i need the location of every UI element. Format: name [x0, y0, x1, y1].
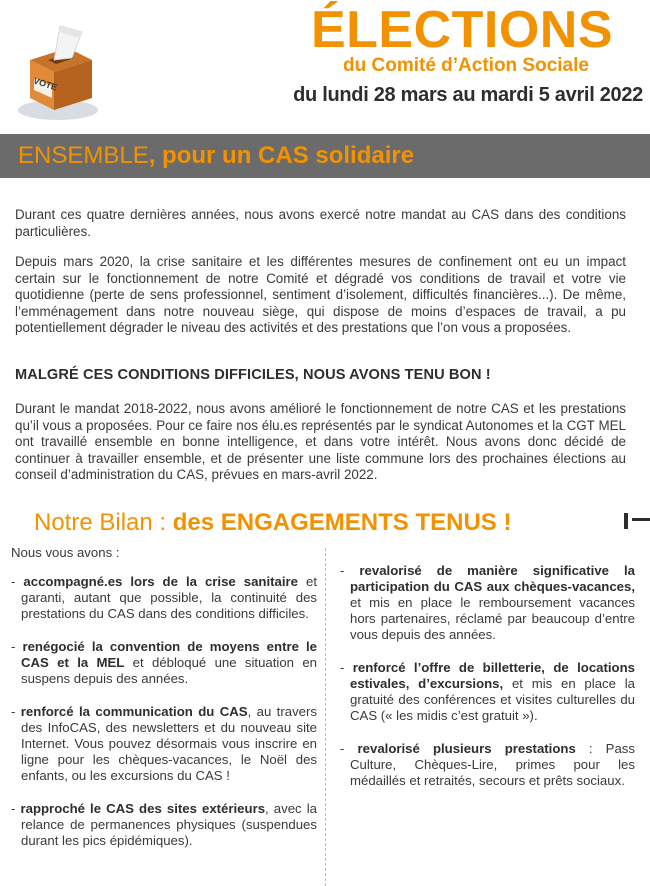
bilan-decoration	[624, 513, 628, 529]
bilan-title	[34, 508, 511, 538]
banner-title-part1: ENSEMBLE	[18, 142, 149, 169]
list-item-text: : Pass Culture, Chèques-Lire, primes pour les médaillés et retraités, secours et prêts sociaux.	[350, 741, 635, 788]
list-item-bold: accompagné.es lors de la crise sanitaire	[23, 574, 298, 589]
page-subtitle: du Comité d’Action Sociale	[343, 55, 589, 76]
list-item: - renforcé l’offre de billetterie, de locations estivales, d’excursions, et mis en place la gratuité des conférences et visites culturelles du CAS (« les midis c’est gratuit »).	[340, 660, 635, 723]
page-title: ÉLECTIONS	[310, 1, 614, 59]
left-column	[11, 545, 317, 866]
list-item-bold: revalorisé plusieurs prestations	[357, 741, 576, 756]
list-item: - rapproché le CAS des sites extérieurs, avec la relance de permanences physiques (suspendues durant les pics épidémiques).	[11, 801, 317, 848]
list-item: - renforcé la communication du CAS, au travers des InfoCAS, des newsletters et du nouveau site Internet. Vous pouvez désormais vous inscrire en ligne pour les chèques-vacances, le Noël des enfants, ou les excursions du CAS !	[11, 704, 317, 783]
bilan-rule	[632, 518, 650, 521]
bilan-title-part2: des ENGAGEMENTS TENUS !	[172, 509, 512, 536]
list-item: - revalorisé plusieurs prestations : Pass Culture, Chèques-Lire, primes pour les médaillés et retraités, secours et prêts sociaux.	[340, 741, 635, 788]
list-item-bold: renforcé la communication du CAS	[20, 704, 248, 719]
right-column	[340, 563, 635, 806]
banner-title-part2: , pour un CAS solidaire	[148, 142, 415, 169]
left-column-intro: Nous vous avons :	[11, 545, 120, 560]
list-item-bold: renégocié la convention de moyens entre le CAS et la MEL	[21, 639, 317, 670]
list-item-text: et mis en place le remboursement vacances hors partenaires, réclamé par beaucoup d’entre vous depuis des années.	[350, 595, 635, 642]
list-item-text: et mis en place la gratuité des conférences et visites culturelles du CAS (« les midis c’est gratuit »).	[350, 676, 635, 723]
list-item-text: et débloqué une situation en suspens depuis des années.	[21, 655, 317, 686]
column-divider	[325, 548, 326, 886]
list-item-text: , avec la relance de permanences physiques (suspendues durant les pics épidémiques).	[21, 801, 317, 848]
list-item-bold: revalorisé de manière significative la participation du CAS aux chèques-vacances,	[350, 563, 635, 594]
list-item-bold: renforcé l’offre de billetterie, de locations estivales, d’excursions,	[350, 660, 635, 691]
banner-title	[18, 134, 414, 178]
list-item-text: , au travers des InfoCAS, des newsletters et du nouveau site Internet. Vous pouvez désormais vous inscrire en ligne pour les chèques-vacances, le Noël des enfants, ou les excursions du CAS !	[21, 704, 317, 783]
section-heading: MALGRÉ CES CONDITIONS DIFFICILES, NOUS AVONS TENU BON !	[15, 367, 491, 383]
ballot-label: VOTE	[32, 75, 59, 93]
list-item-text: et garanti, autant que possible, la continuité des prestations du CAS dans des conditions difficiles.	[21, 574, 318, 621]
intro-paragraph-2: Depuis mars 2020, la crise sanitaire et les différentes mesures de confinement ont eu un impact certain sur le fonctionnement de notre Comité et dégradé vos conditions de travail et votre vie quotidienne (perte de sens professionnel, sentiment d’isolement, difficultés financières...). De même, l’emménagement dans notre nouveau siège, qui dispose de moins d’espaces de travail, a pu potentiellement dégrader le niveau des activités et des prestations que l’on vous a proposées.	[15, 254, 626, 336]
election-dates: du lundi 28 mars au mardi 5 avril 2022	[293, 84, 643, 106]
bilan-title-part1: Notre Bilan :	[34, 509, 173, 536]
intro-paragraph-3: Durant le mandat 2018-2022, nous avons amélioré le fonctionnement de notre CAS et les prestations qu’il vous a proposées. Pour ce faire nos élu.es représentés par le syndicat Autonomes et la CGT MEL ont travaillé ensemble en bonne intelligence, et dans votre intérêt. Nous avons donc décidé de continuer à travailler ensemble, et de présenter une liste commune lors des prochaines élections au conseil d’administration du CAS, prévues en mars-avril 2022.	[15, 401, 626, 483]
list-item: - renégocié la convention de moyens entre le CAS et la MEL et débloqué une situation en suspens depuis des années.	[11, 639, 317, 686]
list-item: - accompagné.es lors de la crise sanitaire et garanti, autant que possible, la continuité des prestations du CAS dans des conditions difficiles.	[11, 574, 318, 621]
list-item: - revalorisé de manière significative la participation du CAS aux chèques-vacances, et mis en place le remboursement vacances hors partenaires, réclamé par beaucoup d’entre vous depuis des années.	[340, 563, 635, 642]
section-banner	[0, 134, 650, 178]
intro-paragraph-1: Durant ces quatre dernières années, nous avons exercé notre mandat au CAS dans des conditions particulières.	[15, 207, 626, 239]
list-item-bold: rapproché le CAS des sites extérieurs	[20, 801, 266, 816]
ballot-box-icon	[10, 18, 110, 123]
